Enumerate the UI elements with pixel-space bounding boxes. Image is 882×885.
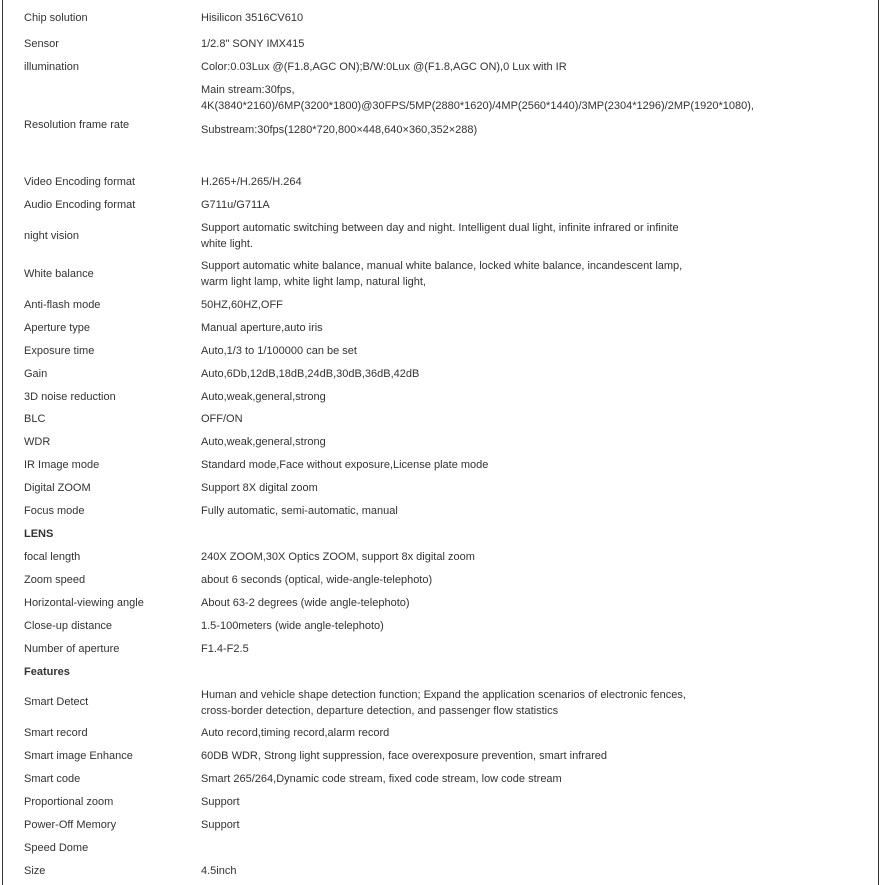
spec-label: Zoom speed: [24, 574, 86, 586]
spec-table: [2, 0, 879, 885]
spec-label: focal length: [24, 551, 81, 563]
spec-label: Anti-flash mode: [24, 299, 101, 311]
spec-label: Resolution frame rate: [24, 119, 130, 131]
spec-label: BLC: [24, 413, 46, 425]
spec-value: 1.5-100meters (wide angle-telephoto): [201, 620, 384, 632]
spec-label: WDR: [24, 436, 51, 448]
spec-label: Digital ZOOM: [24, 482, 91, 494]
spec-value: Auto,6Db,12dB,18dB,24dB,30dB,36dB,42dB: [201, 368, 420, 380]
spec-label: Video Encoding format: [24, 176, 136, 188]
spec-label: Proportional zoom: [24, 796, 114, 808]
spec-value: 240X ZOOM,30X Optics ZOOM, support 8x digital zoom: [201, 551, 475, 563]
spec-value: Auto,weak,general,strong: [201, 436, 326, 448]
section-title: Features: [24, 666, 70, 678]
spec-label: Chip solution: [24, 12, 88, 24]
spec-label: Smart record: [24, 727, 88, 739]
spec-value: About 63-2 degrees (wide angle-telephoto): [201, 597, 410, 609]
spec-value: Fully automatic, semi-automatic, manual: [201, 505, 398, 517]
spec-value: about 6 seconds (optical, wide-angle-telephoto): [201, 574, 433, 586]
spec-label: 3D noise reduction: [24, 391, 116, 403]
main-stream-text: Main stream:30fps, 4K(3840*2160)/6MP(3200*1800)@30FPS/5MP(2880*1620)/4MP(2560*1440)/3MP(2304*1296)/2MP(1920*1080),: [201, 84, 754, 112]
spec-label: Smart image Enhance: [24, 750, 133, 762]
spec-label: Aperture type: [24, 322, 91, 334]
spec-label: Gain: [24, 368, 48, 380]
spec-value: F1.4-F2.5: [201, 643, 249, 655]
spec-label: Smart Detect: [24, 696, 89, 708]
spec-label: Audio Encoding format: [24, 199, 136, 211]
spec-value: Support: [201, 819, 240, 831]
spec-value: Hisilicon 3516CV610: [201, 12, 304, 24]
spec-label: Sensor: [24, 38, 59, 50]
spec-value: OFF/ON: [201, 413, 243, 425]
spec-value: Auto,weak,general,strong: [201, 391, 326, 403]
spec-value: 60DB WDR, Strong light suppression, face overexposure prevention, smart infrared: [201, 750, 607, 762]
spec-label: Exposure time: [24, 345, 95, 357]
spec-value: H.265+/H.265/H.264: [201, 176, 302, 188]
spec-label: Close-up distance: [24, 620, 113, 632]
spec-value: Support: [201, 796, 240, 808]
spec-label: Horizontal-viewing angle: [24, 597, 144, 609]
spec-label: Smart code: [24, 773, 81, 785]
spec-value: 50HZ,60HZ,OFF: [201, 299, 283, 311]
spec-value: Support 8X digital zoom: [201, 482, 318, 494]
spec-label: night vision: [24, 230, 80, 242]
spec-label: illumination: [24, 61, 80, 73]
spec-label: IR Image mode: [24, 459, 100, 471]
substream-text: Substream:30fps(1280*720,800×448,640×360,352×288): [201, 124, 478, 136]
spec-value: Manual aperture,auto iris: [201, 322, 323, 334]
spec-label: White balance: [24, 268, 94, 280]
spec-label: Speed Dome: [24, 842, 89, 854]
spec-value: 1/2.8" SONY IMX415: [201, 38, 305, 50]
spec-value: G711u/G711A: [201, 199, 270, 211]
spec-value: Support automatic switching between day and night. Intelligent dual light, infinite infrared or infinite white light.: [201, 222, 679, 250]
spec-value: Auto,1/3 to 1/100000 can be set: [201, 345, 357, 357]
spec-value: Support automatic white balance, manual white balance, locked white balance, incandescent lamp, warm light lamp, white light lamp, natural light,: [201, 260, 683, 288]
spec-label: Focus mode: [24, 505, 85, 517]
spec-value: [201, 82, 754, 138]
spec-label: Size: [24, 865, 46, 877]
section-title: LENS: [24, 528, 54, 540]
spec-value: 4.5inch: [201, 865, 237, 877]
spec-label: Number of aperture: [24, 643, 120, 655]
spec-value: Standard mode,Face without exposure,License plate mode: [201, 459, 489, 471]
spec-value: Auto record,timing record,alarm record: [201, 727, 390, 739]
spec-value: Color:0.03Lux @(F1.8,AGC ON);B/W:0Lux @(F1.8,AGC ON),0 Lux with IR: [201, 61, 567, 73]
spec-value: Smart 265/264,Dynamic code stream, fixed code stream, low code stream: [201, 773, 562, 785]
spec-value: Human and vehicle shape detection function; Expand the application scenarios of electronic fences, cross-border detection, departure detection, and passenger flow statistics: [201, 689, 686, 717]
spec-label: Power-Off Memory: [24, 819, 117, 831]
